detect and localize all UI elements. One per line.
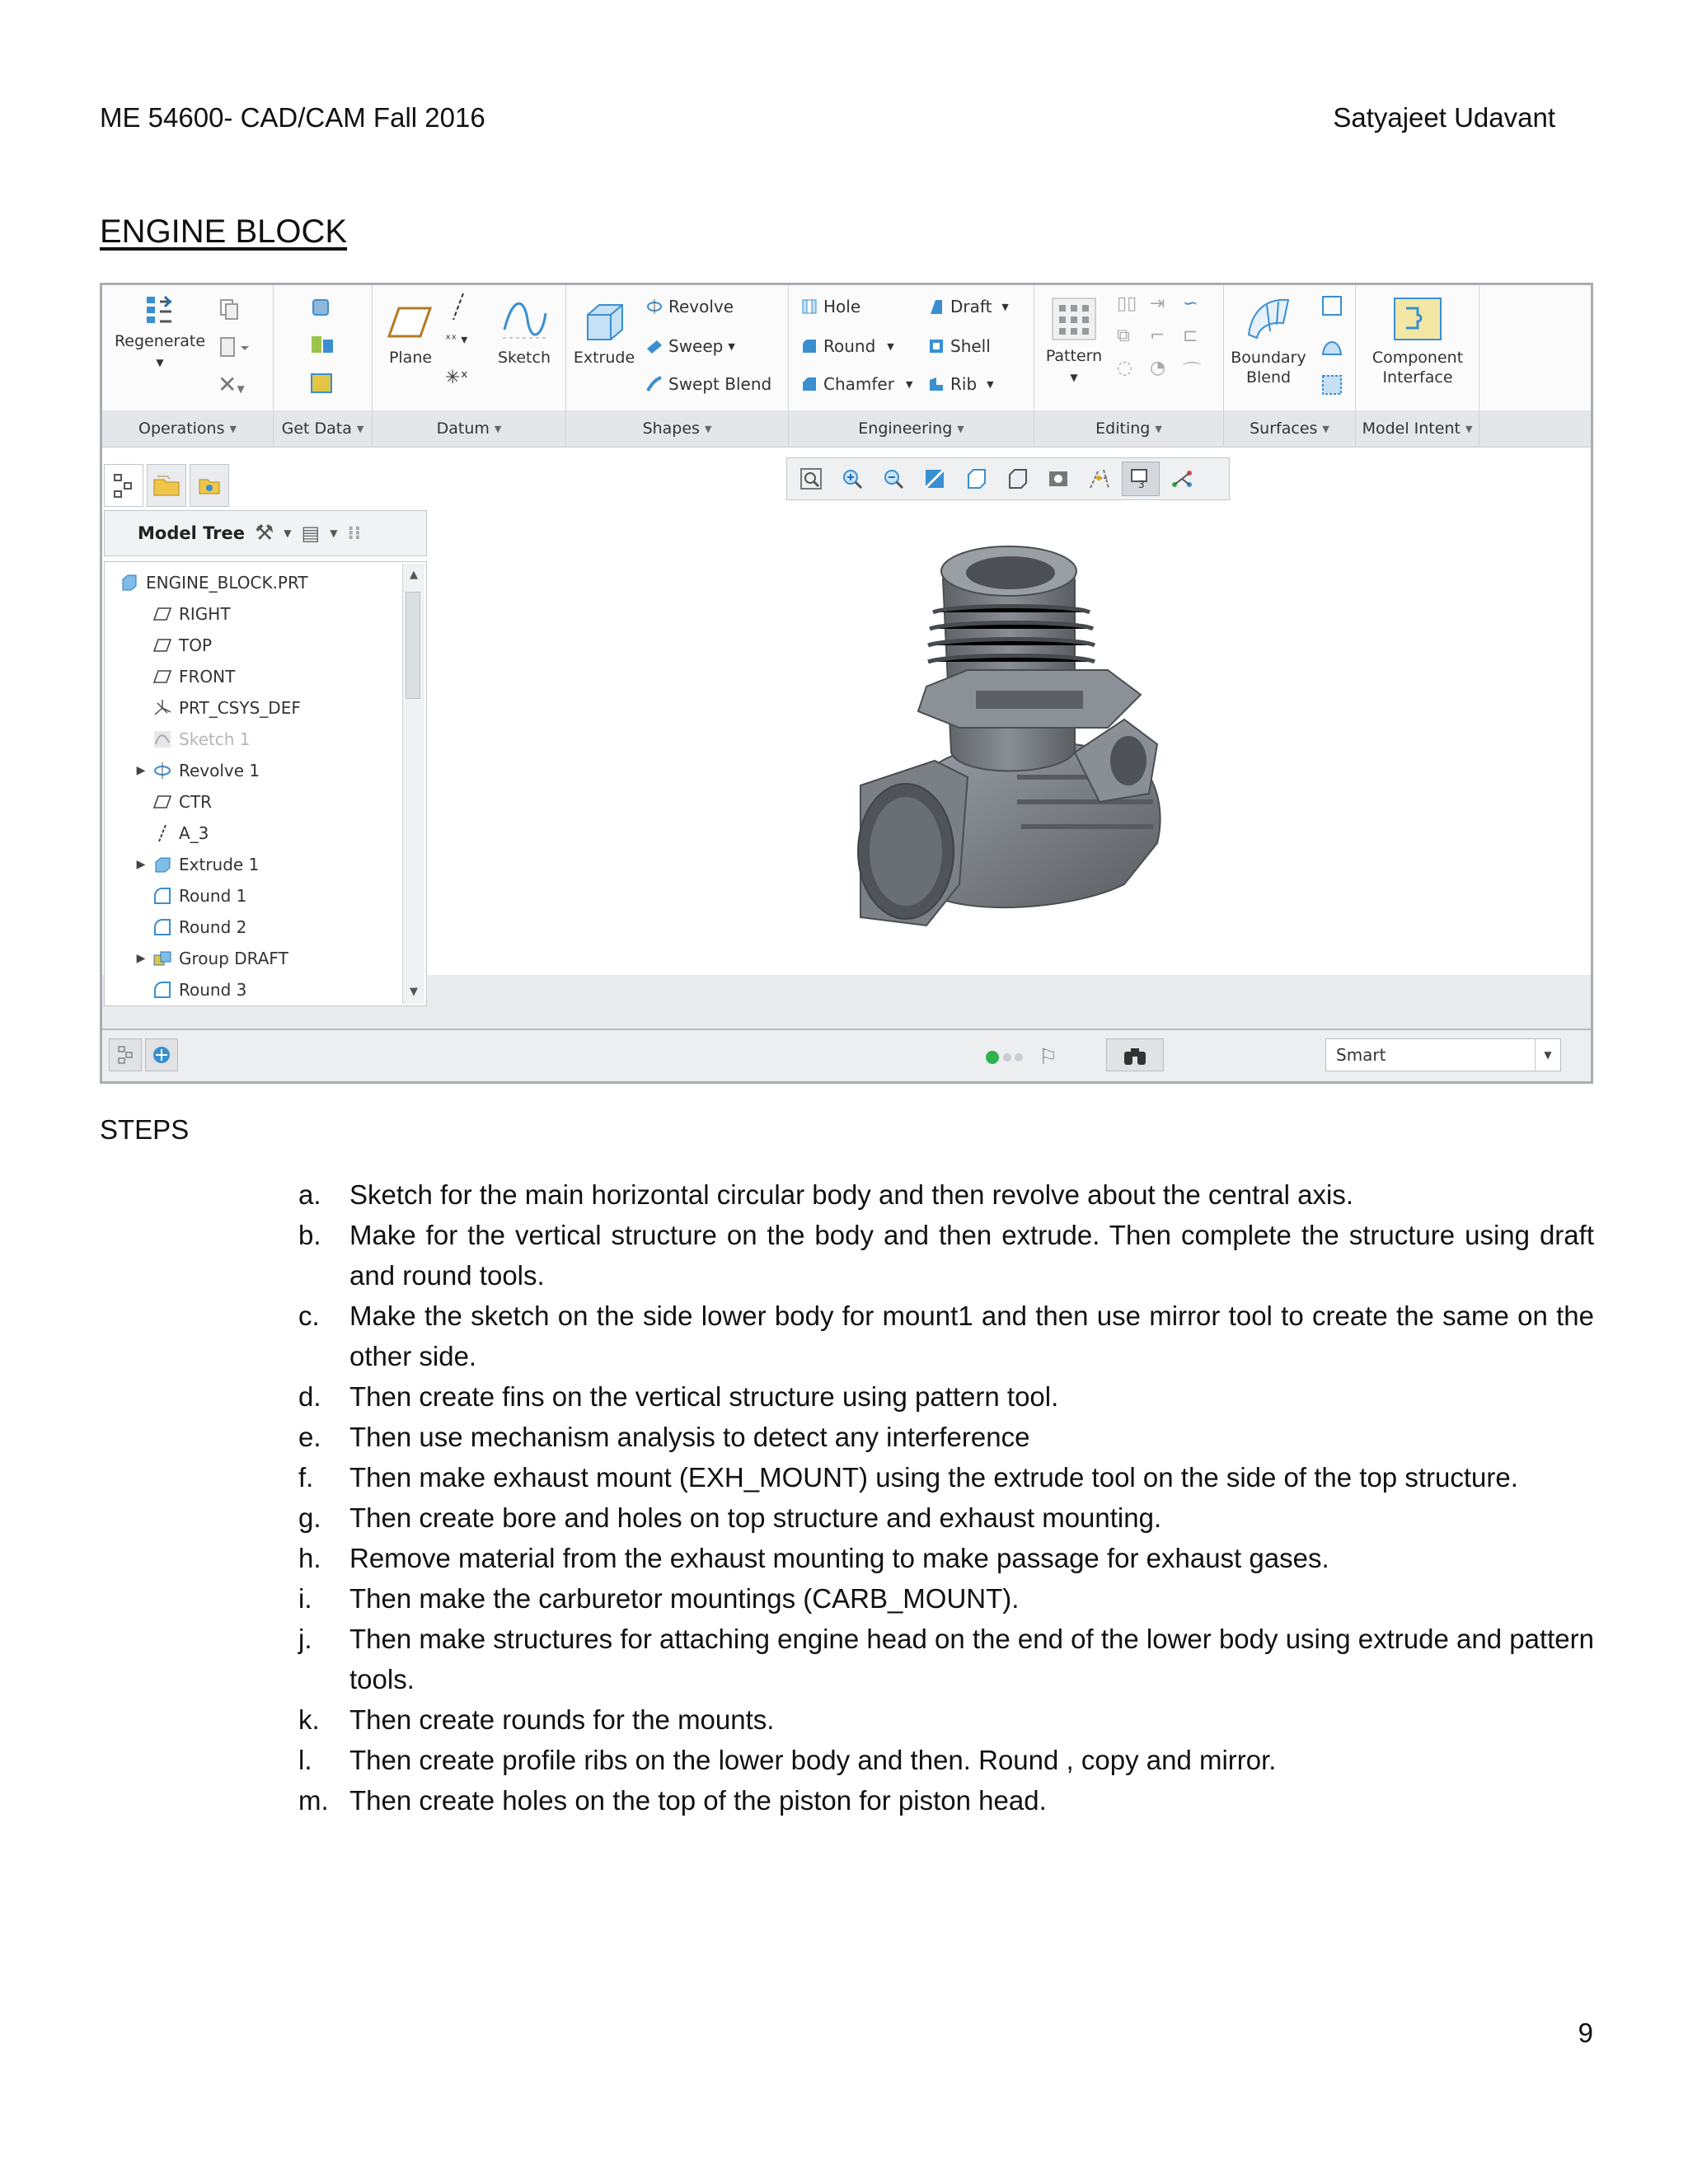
find-icon[interactable]	[1106, 1038, 1164, 1071]
hole-label: Hole	[823, 297, 861, 316]
draft-button[interactable]: Draft ▼	[927, 297, 1009, 316]
tab-folder-browser[interactable]	[147, 464, 186, 507]
tree-item[interactable]	[129, 943, 288, 974]
filter-icon[interactable]: ⁝⁝	[347, 523, 362, 544]
group-label-surfaces[interactable]: Surfaces ▼	[1224, 410, 1356, 447]
list-item	[298, 1619, 1594, 1699]
round-label: Round	[823, 336, 876, 356]
regen-status	[984, 1045, 1057, 1070]
sweep-button[interactable]: Sweep ▼	[645, 336, 735, 356]
swept-blend-button[interactable]	[645, 374, 771, 394]
chamfer-label: Chamfer	[823, 374, 894, 394]
tree-item[interactable]	[129, 692, 301, 724]
group-label-text: Model Intent	[1362, 419, 1461, 438]
scroll-down-icon[interactable]: ▼	[410, 986, 418, 998]
tree-item[interactable]	[129, 724, 250, 755]
step-text: Then create profile ribs on the lower body and then. Round , copy and mirror.	[349, 1745, 1277, 1775]
group-label-text: Surfaces	[1250, 419, 1318, 438]
tree-item-label: FRONT	[179, 667, 236, 687]
browser-toggle-icon[interactable]	[145, 1038, 178, 1071]
round-icon	[152, 917, 172, 937]
revolve-button[interactable]	[645, 297, 734, 316]
tree-item[interactable]	[129, 880, 246, 912]
selection-filter-value: Smart	[1336, 1045, 1386, 1065]
group-operations	[102, 285, 274, 410]
csys-icon[interactable]: ✳ˣ	[445, 368, 469, 388]
extrude-icon	[579, 297, 629, 343]
group-label-get-data[interactable]: Get Data ▼	[274, 410, 373, 447]
datum-display-icon[interactable]	[1081, 462, 1118, 496]
course-header: ME 54600- CAD/CAM Fall 2016	[100, 102, 485, 133]
mirror-icon[interactable]: ▯▯	[1117, 293, 1137, 314]
expand-arrow-icon[interactable]: ▶	[136, 858, 146, 871]
project-icon[interactable]: ∽	[1183, 293, 1198, 314]
step-text: Make for the vertical structure on the body and then extrude. Then complete the structure using draft and round tools.	[349, 1220, 1594, 1291]
component-interface-label-1: Component	[1372, 349, 1464, 367]
group-model-intent	[1356, 285, 1479, 410]
step-text: Sketch for the main horizontal circular body and then revolve about the central axis.	[349, 1179, 1354, 1210]
chamfer-button[interactable]: Chamfer ▼	[800, 374, 912, 394]
step-text: Then make the carburetor mountings (CARB_MOUNT).	[349, 1583, 1020, 1614]
step-text: Make the sketch on the side lower body for mount1 and then use mirror tool to create the same on the other side.	[349, 1301, 1594, 1371]
boundary-blend-label-2: Blend	[1245, 368, 1292, 387]
group-label-datum[interactable]: Datum ▼	[373, 410, 566, 447]
revolve-icon	[152, 761, 172, 780]
solidify-icon[interactable]: ⌒	[1183, 362, 1202, 382]
hole-icon	[800, 298, 818, 316]
tree-item[interactable]	[129, 661, 235, 692]
boundary-blend-icon	[1242, 293, 1295, 343]
tree-item-label: Round 2	[179, 917, 247, 937]
tree-item[interactable]	[129, 630, 212, 661]
list-item	[298, 1699, 1594, 1740]
spin-center-icon[interactable]	[1163, 462, 1201, 496]
tree-item-label: Round 3	[179, 980, 247, 1000]
list-item	[298, 1740, 1594, 1780]
tree-item[interactable]	[129, 849, 259, 880]
group-get-data	[274, 285, 373, 410]
sketch-button[interactable]	[488, 297, 560, 368]
chevron-down-icon[interactable]: ▼	[1535, 1039, 1560, 1071]
status-light-icon	[984, 1047, 1030, 1067]
plane-button[interactable]	[377, 302, 443, 368]
scroll-up-icon[interactable]: ▲	[410, 569, 418, 581]
paste-icon[interactable]	[218, 335, 251, 363]
swept-blend-icon	[645, 375, 663, 393]
extrude-label: Extrude	[573, 349, 635, 367]
step-text: Then make structures for attaching engine head on the end of the lower body using extrude and pattern tools.	[349, 1624, 1594, 1694]
revolve-icon	[645, 298, 663, 316]
favorites-icon	[197, 473, 222, 498]
group-label-text: Datum	[436, 419, 490, 438]
copy-icon[interactable]	[218, 297, 242, 325]
swept-blend-label: Swept Blend	[668, 374, 772, 394]
model-tree-label: Model Tree	[138, 523, 245, 543]
group-label-text: Operations	[138, 419, 225, 438]
tree-item-label: TOP	[179, 635, 213, 655]
group-icon	[152, 949, 172, 968]
pattern-button[interactable]: Pattern ▼	[1039, 297, 1109, 387]
step-text: Then create bore and holes on top structure and exhaust mounting.	[349, 1502, 1162, 1533]
model-tree	[104, 561, 427, 1006]
rib-button[interactable]: Rib ▼	[927, 374, 994, 394]
thicken-icon[interactable]: ⊏	[1183, 326, 1198, 346]
extend-icon[interactable]: ⇥	[1150, 293, 1165, 314]
section-title: ENGINE BLOCK	[100, 213, 348, 250]
tree-item-label: Sketch 1	[179, 729, 251, 749]
group-label-text: Get Data	[281, 419, 352, 438]
step-letter: a.	[298, 1179, 321, 1210]
step-letter: b.	[298, 1220, 321, 1250]
group-label-text: Engineering	[858, 419, 953, 438]
step-text: Remove material from the exhaust mounting to make passage for exhaust gases.	[349, 1543, 1329, 1573]
delete-icon[interactable]: ✕▼	[218, 371, 245, 398]
regenerate-label: Regenerate	[114, 332, 206, 350]
sketch-icon	[152, 729, 172, 749]
repaint-icon[interactable]	[916, 462, 954, 496]
list-item	[298, 1215, 1594, 1296]
component-interface-label-2: Interface	[1382, 368, 1453, 387]
tree-item-label: CTR	[179, 792, 213, 812]
group-label-model-intent[interactable]: Model Intent ▼	[1356, 410, 1479, 447]
group-label-operations[interactable]: Operations ▼	[102, 410, 274, 447]
annotation-display-icon[interactable]	[1122, 462, 1160, 496]
selection-filter[interactable]	[1325, 1038, 1561, 1071]
draft-icon	[927, 298, 945, 316]
editing-tools	[1117, 293, 1216, 383]
saved-orientations-icon[interactable]	[957, 462, 995, 496]
author-header: Satyajeet Udavant	[1333, 102, 1555, 133]
list-item	[298, 1417, 1594, 1457]
model-tree-icon	[113, 473, 134, 498]
boundary-blend-label-1: Boundary	[1231, 349, 1306, 367]
list-item	[298, 1174, 1594, 1215]
graphics-area[interactable]	[102, 448, 1591, 1000]
group-surfaces	[1224, 285, 1356, 410]
view-toolbar	[786, 457, 1230, 500]
tree-item-label: Revolve 1	[179, 761, 260, 780]
tree-item-label: Extrude 1	[179, 855, 260, 874]
tree-item[interactable]	[113, 567, 308, 598]
datum-plane-icon	[152, 667, 172, 687]
sweep-label: Sweep	[668, 336, 724, 356]
hole-button[interactable]	[800, 297, 860, 316]
list-item	[298, 1376, 1594, 1417]
shell-label: Shell	[950, 336, 991, 356]
page-number: 9	[1578, 2018, 1593, 2048]
sweep-icon	[645, 337, 663, 355]
plane-label: Plane	[388, 349, 433, 367]
group-label-text: Editing	[1095, 419, 1151, 438]
pattern-icon	[1051, 297, 1097, 341]
freestyle-icon[interactable]	[1320, 373, 1344, 401]
step-letter: h.	[298, 1543, 321, 1573]
intersect-icon[interactable]: ◔	[1150, 358, 1166, 378]
tab-favorites[interactable]	[190, 464, 229, 507]
fill-icon[interactable]	[1320, 293, 1344, 321]
tree-item[interactable]	[129, 818, 209, 849]
step-letter: e.	[298, 1422, 321, 1452]
step-letter: d.	[298, 1381, 321, 1412]
round-icon	[152, 886, 172, 906]
component-interface-icon	[1391, 295, 1444, 343]
tree-item-label: RIGHT	[179, 604, 231, 624]
display-style-icon[interactable]	[998, 462, 1036, 496]
step-letter: j.	[298, 1624, 312, 1654]
group-label-shapes[interactable]: Shapes ▼	[566, 410, 789, 447]
steps-title: STEPS	[100, 1114, 190, 1145]
axis-icon	[152, 823, 172, 843]
shell-button[interactable]	[927, 336, 991, 356]
datum-plane-icon	[152, 604, 172, 624]
merge-icon[interactable]	[308, 371, 336, 399]
datum-plane-icon	[152, 635, 172, 655]
tree-item[interactable]	[129, 755, 260, 786]
list-item	[298, 1578, 1594, 1619]
navigator-tabs	[104, 464, 229, 510]
trim-icon[interactable]: ◌	[1117, 358, 1133, 378]
zoom-out-icon[interactable]	[874, 462, 912, 496]
expand-arrow-icon[interactable]: ▶	[136, 764, 146, 777]
shell-icon	[927, 337, 945, 355]
style-icon[interactable]	[1320, 333, 1344, 361]
rib-icon	[927, 375, 945, 393]
tree-item[interactable]	[129, 974, 246, 1005]
tree-item-label: ENGINE_BLOCK.PRT	[146, 573, 308, 593]
step-letter: k.	[298, 1704, 320, 1735]
tree-item[interactable]	[129, 786, 212, 818]
pattern-label: Pattern	[1045, 347, 1103, 365]
group-shapes	[566, 285, 789, 410]
component-interface-button[interactable]	[1364, 295, 1471, 387]
list-item	[298, 1538, 1594, 1578]
ribbon-group-labels	[102, 410, 1591, 448]
round-icon	[800, 337, 818, 355]
list-item	[298, 1296, 1594, 1376]
rib-label: Rib	[950, 374, 978, 394]
step-letter: f.	[298, 1462, 314, 1493]
datum-plane-icon	[152, 792, 172, 812]
navigator-toggle-icon[interactable]	[109, 1038, 142, 1071]
tree-scrollbar[interactable]	[402, 564, 424, 1004]
point-icon[interactable]: ˣˣ ▾	[445, 331, 468, 347]
draft-label: Draft	[950, 297, 992, 316]
flag-icon[interactable]: ⚐	[1039, 1045, 1058, 1070]
tree-item-label: A_3	[179, 823, 209, 843]
tree-item-label: Group DRAFT	[179, 949, 288, 968]
step-text: Then use mechanism analysis to detect any interference	[349, 1422, 1030, 1452]
copy-geometry-icon[interactable]	[308, 333, 336, 361]
step-text: Then create rounds for the mounts.	[349, 1704, 775, 1735]
sketch-icon	[499, 297, 549, 343]
extrude-icon	[152, 855, 172, 874]
list-item	[298, 1780, 1594, 1821]
boundary-blend-button[interactable]	[1227, 293, 1310, 387]
step-letter: c.	[298, 1301, 320, 1331]
steps-list	[298, 1174, 1594, 1821]
engine-block-model[interactable]	[828, 530, 1240, 958]
svg-text:3: 3	[1138, 479, 1145, 490]
expand-arrow-icon[interactable]: ▶	[136, 952, 146, 965]
chamfer-icon	[800, 375, 818, 393]
merge-surfaces-icon[interactable]: ⧉	[1117, 326, 1130, 346]
user-defined-feature-icon[interactable]	[308, 295, 336, 323]
group-label-engineering[interactable]: Engineering ▼	[789, 410, 1034, 447]
group-label-text: Shapes	[642, 419, 700, 438]
sketch-label: Sketch	[497, 349, 551, 367]
tab-model-tree[interactable]	[104, 464, 143, 507]
refit-icon[interactable]	[792, 462, 830, 496]
plane-icon	[386, 302, 435, 343]
group-label-editing[interactable]: Editing ▼	[1034, 410, 1224, 447]
model-tree-header: Model Tree ⚒ ▼ ▤ ▼ ⁝⁝	[104, 510, 427, 556]
list-item	[298, 1497, 1594, 1538]
settings-icon[interactable]: ⚒	[254, 521, 274, 546]
offset-icon[interactable]: ⌐	[1150, 326, 1165, 346]
tree-item[interactable]	[129, 912, 246, 943]
tree-item-label: PRT_CSYS_DEF	[179, 698, 301, 718]
axis-icon[interactable]	[447, 292, 471, 325]
step-text: Then create holes on the top of the piston for piston head.	[349, 1785, 1047, 1816]
ribbon	[102, 285, 1591, 411]
zoom-in-icon[interactable]	[833, 462, 871, 496]
step-letter: i.	[298, 1583, 312, 1614]
cad-screenshot	[100, 283, 1593, 1084]
group-engineering	[789, 285, 1034, 410]
revolve-label: Revolve	[668, 297, 734, 316]
extrude-button[interactable]	[570, 297, 639, 368]
group-datum	[373, 285, 566, 410]
show-icon[interactable]: ▤	[301, 522, 321, 545]
step-letter: g.	[298, 1502, 321, 1533]
regenerate-button[interactable]: Regenerate ▼	[110, 293, 209, 373]
scroll-thumb[interactable]	[406, 592, 420, 699]
step-text: Then make exhaust mount (EXH_MOUNT) using the extrude tool on the side of the top structure.	[349, 1462, 1518, 1493]
step-text: Then create fins on the vertical structure using pattern tool.	[349, 1381, 1059, 1412]
step-letter: l.	[298, 1745, 312, 1775]
csys-icon	[152, 698, 172, 718]
regenerate-icon	[143, 293, 176, 326]
tree-item[interactable]	[129, 598, 231, 630]
step-letter: m.	[298, 1785, 329, 1816]
view-manager-icon[interactable]	[1039, 462, 1077, 496]
status-bar	[102, 1029, 1591, 1081]
part-icon	[120, 573, 139, 593]
list-item	[298, 1457, 1594, 1497]
round-icon	[152, 980, 172, 1000]
folder-icon	[152, 473, 181, 498]
group-editing	[1034, 285, 1224, 410]
round-button[interactable]: Round ▼	[800, 336, 894, 356]
tree-item-label: Round 1	[179, 886, 247, 906]
